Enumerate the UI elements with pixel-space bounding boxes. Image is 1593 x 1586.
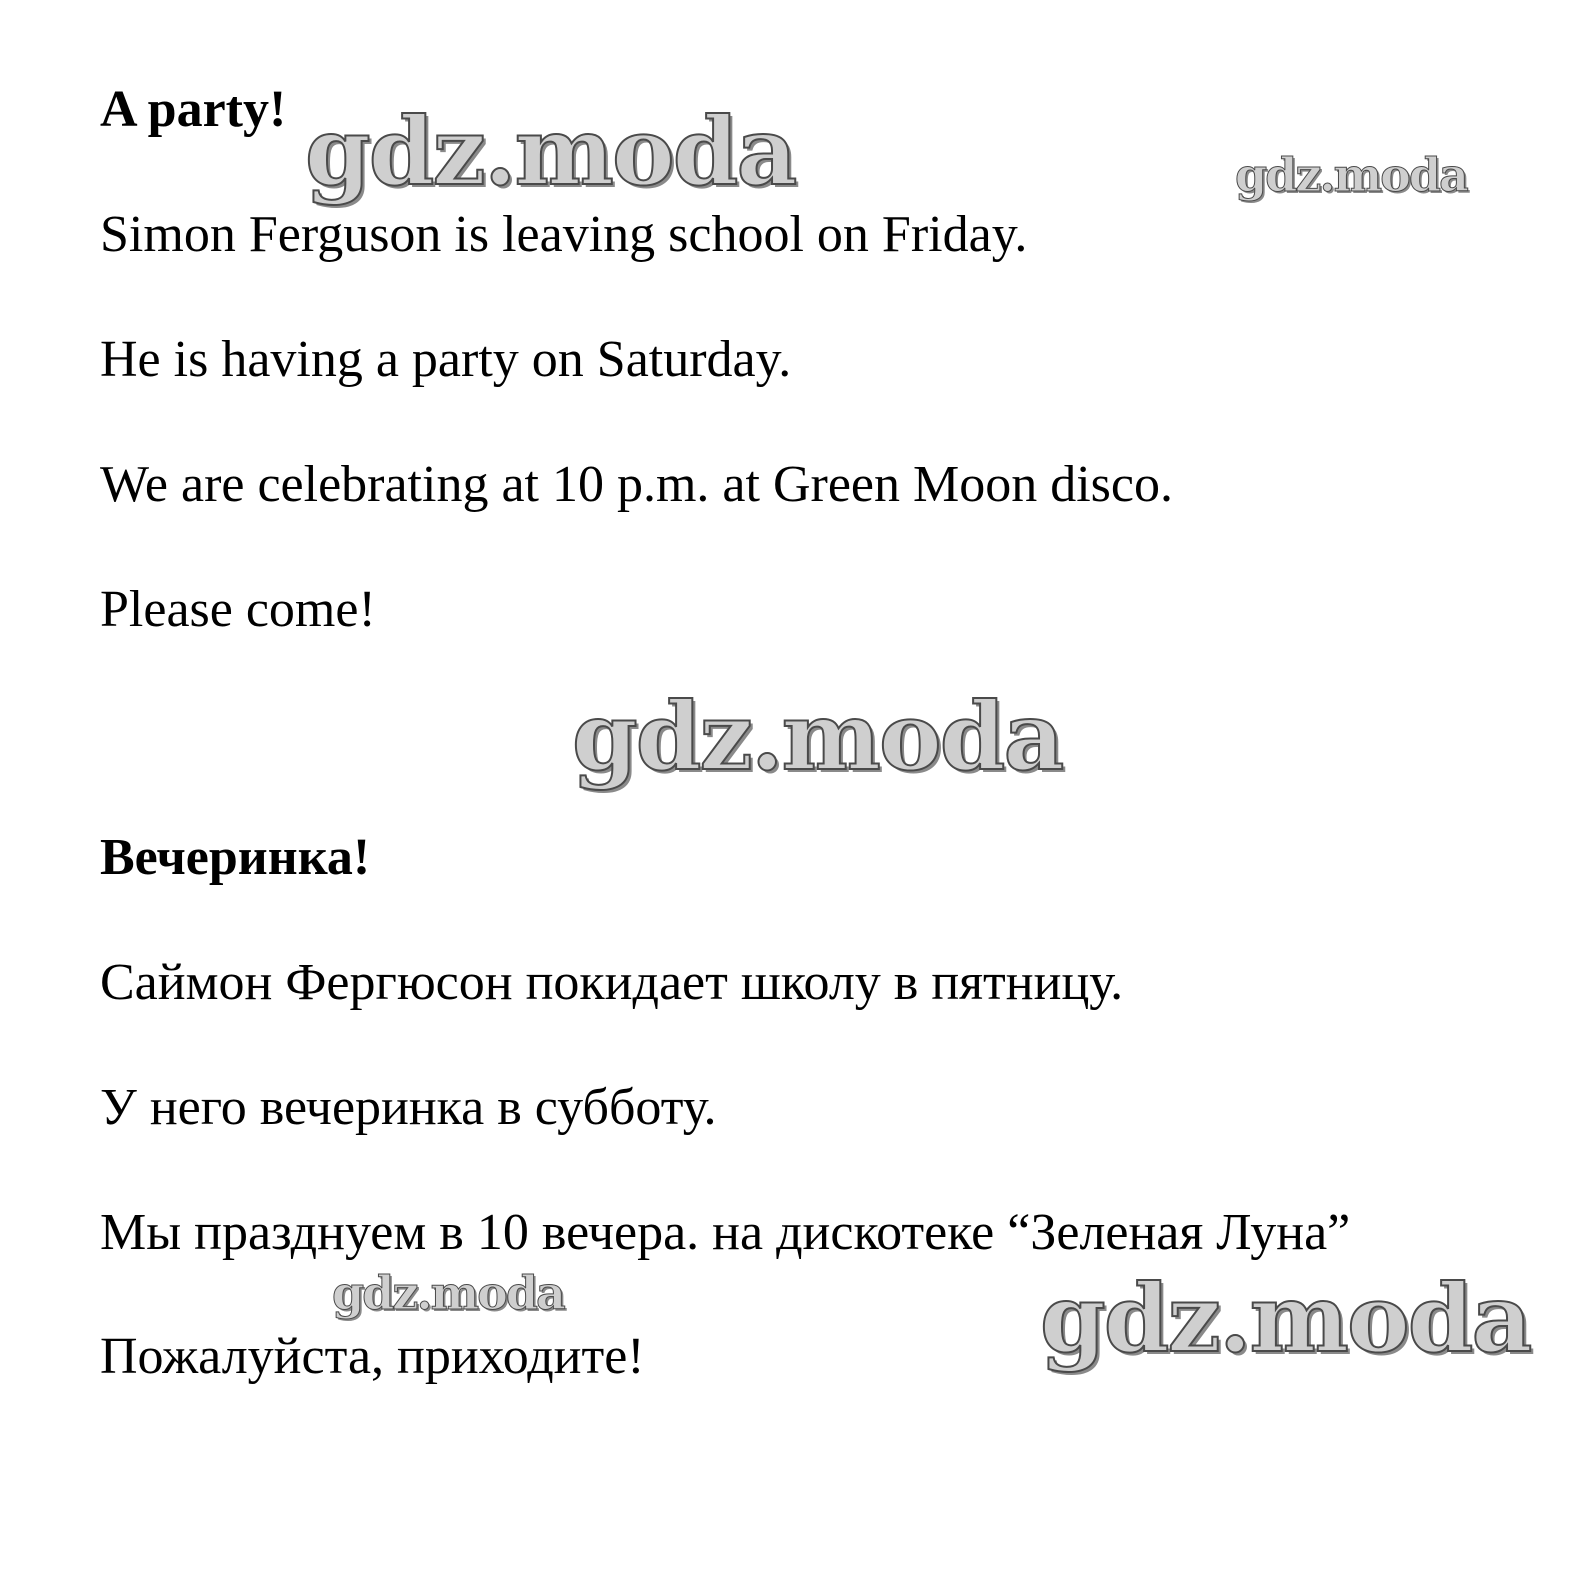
english-heading: A party!: [100, 81, 287, 138]
russian-line-3: Мы празднуем в 10 вечера. на дискотеке “Зеленая Луна”: [100, 1204, 1351, 1261]
english-line-4: Please come!: [100, 581, 376, 638]
russian-line-2: У него вечеринка в субботу.: [100, 1079, 717, 1136]
watermark-logo: gdz.moda: [1040, 1264, 1531, 1374]
watermark-logo: gdz.moda: [1235, 148, 1467, 202]
russian-heading: Вечеринка!: [100, 829, 371, 886]
english-line-1: Simon Ferguson is leaving school on Friday.: [100, 206, 1028, 263]
english-line-3: We are celebrating at 10 p.m. at Green Moon disco.: [100, 456, 1173, 513]
watermark-logo: gdz.moda: [305, 97, 796, 207]
russian-line-1: Саймон Фергюсон покидает школу в пятницу.: [100, 954, 1124, 1011]
watermark-logo: gdz.moda: [332, 1266, 564, 1320]
watermark-logo: gdz.moda: [572, 682, 1063, 792]
russian-line-4: Пожалуйста, приходите!: [100, 1328, 645, 1385]
english-line-2: He is having a party on Saturday.: [100, 331, 792, 388]
